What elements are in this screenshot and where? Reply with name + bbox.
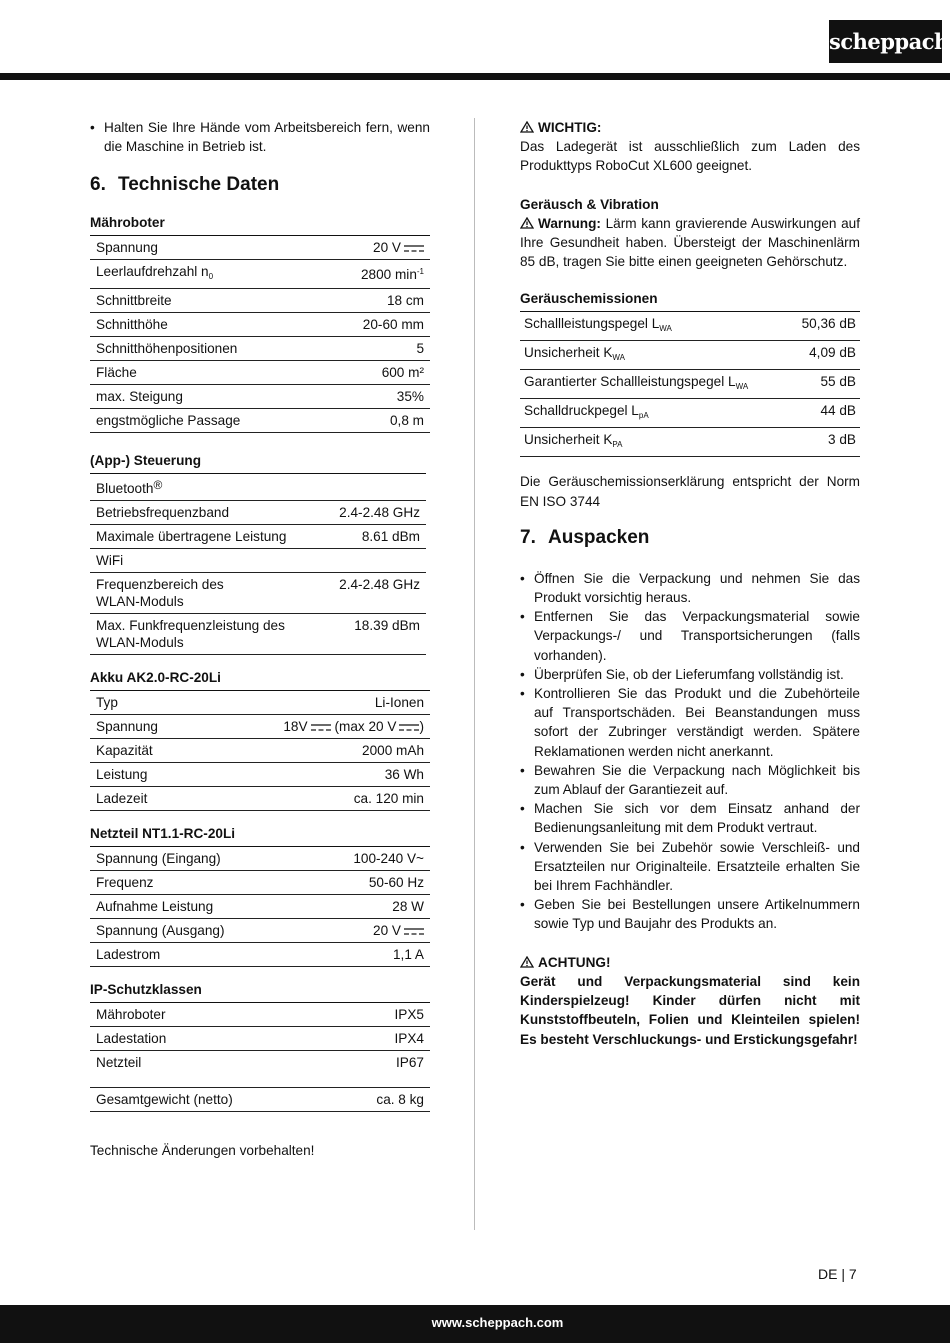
table-title: Mähroboter (90, 214, 430, 236)
table-row: Leistung 36 Wh (90, 763, 430, 787)
list-item: • Bewahren Sie die Verpackung nach Möglichkeit bis zum Ablauf der Garantiezeit auf. (520, 761, 860, 799)
table-ip-ratings (90, 981, 430, 1074)
table-row: Schallleistungspegel $L_{WA}$ 50,36 dB (520, 312, 860, 341)
table-row: Schnitthöhenpositionen 5 (90, 337, 430, 361)
table-row: Gesamtgewicht (netto) ca. 8 kg (90, 1088, 430, 1112)
table-row: Spannung 20 V (90, 236, 430, 260)
unpack-list (520, 569, 860, 934)
website-link[interactable]: www.scheppach.com (431, 1315, 564, 1330)
table-row: Aufnahme Leistung 28 W (90, 895, 430, 919)
header-rule (0, 73, 950, 80)
table-row: max. Steigung 35% (90, 385, 430, 409)
list-item: • Überprüfen Sie, ob der Lieferumfang vollständig ist. (520, 665, 860, 684)
table-row: Ladestation IPX4 (90, 1027, 430, 1051)
table-row: Spannung (Eingang) 100-240 V~ (90, 847, 430, 871)
table-row: Frequenzbereich des WLAN-Moduls 2.4-2.48 GHz (90, 573, 426, 614)
table-battery (90, 669, 430, 811)
table-weight (90, 1087, 430, 1112)
table-row: Typ Li-Ionen (90, 691, 430, 715)
intro-list (90, 118, 430, 156)
table-row: Spannung 18V (max 20 V ) (90, 715, 430, 739)
list-item: • Kontrollieren Sie das Produkt und die Zubehörteile auf Transportschäden. Bei Beanstandungen muss sofort der Zubringer verständigt werden. Spätere Reklamationen werden nicht anerkannt. (520, 684, 860, 761)
table-row: Betriebsfrequenzband 2.4-2.48 GHz (90, 501, 426, 525)
technical-changes-note: Technische Änderungen vorbehalten! (90, 1142, 315, 1158)
list-item: • Halten Sie Ihre Hände vom Arbeitsbereich fern, wenn die Maschine in Betrieb ist. (90, 118, 430, 156)
right-column (520, 118, 860, 1049)
table-row: Spannung (Ausgang) 20 V (90, 919, 430, 943)
page-number: DE | 7 (818, 1266, 857, 1282)
list-item: • Machen Sie sich vor dem Einsatz anhand der Bedienungsanleitung mit dem Produkt vertraut. (520, 799, 860, 837)
table-row: Schalldruckpegel $L_{pA}$ 44 dB (520, 399, 860, 428)
table-row: WiFi (90, 549, 426, 573)
left-column (90, 118, 430, 1160)
emission-norm-note: Die Geräuschemissionserklärung entspricht der Norm EN ISO 3744 (520, 474, 860, 509)
table-row: Maximale übertragene Leistung 8.61 dBm (90, 525, 426, 549)
brand-logo: scheppach (829, 20, 942, 63)
attention-text: Gerät und Verpackungsmaterial sind kein Kinderspielzeug! Kinder dürfen nicht mit Kunststoffbeuteln, Folien und Kleinteilen spielen! Es besteht Verschluckungs- und Erstickungsgefahr! (520, 973, 860, 1047)
table-row: Schnittbreite 18 cm (90, 289, 430, 313)
list-item: • Öffnen Sie die Verpackung und nehmen Sie das Produkt vorsichtig heraus. (520, 569, 860, 607)
dc-symbol-icon (404, 244, 424, 253)
table-title: IP-Schutzklassen (90, 981, 430, 1003)
column-divider (474, 118, 475, 1230)
footer-url-bar (0, 1305, 950, 1343)
dc-symbol-icon (311, 723, 331, 732)
table-title: (App-) Steuerung (90, 452, 426, 474)
table-row: Netzteil IP67 (96, 1055, 424, 1071)
table-row: Ladestrom 1,1 A (90, 943, 430, 967)
table-power-supply (90, 825, 430, 967)
table-row: Frequenz 50-60 Hz (90, 871, 430, 895)
dc-symbol-icon (404, 927, 424, 936)
important-title: WICHTIG: (520, 118, 860, 137)
table-title: Akku AK2.0-RC-20Li (90, 669, 430, 691)
table-row: Unsicherheit $K_{PA}$ 3 dB (520, 428, 860, 457)
table-title: Netzteil NT1.1-RC-20Li (90, 825, 430, 847)
table-row: Unsicherheit $K_{WA}$ 4,09 dB (520, 341, 860, 370)
warning-triangle-icon (520, 215, 534, 227)
dc-symbol-icon (399, 723, 419, 732)
table-row: Fläche 600 m² (90, 361, 430, 385)
table-row: Leerlaufdrehzahl $n_0$ 2800 $\min^{-1}$ (90, 260, 430, 289)
noise-warning: Warnung: Lärm kann gravierende Auswirkungen auf Ihre Gesundheit haben. Übersteigt der Maschinenlärm 85 dB, tragen Sie bitte einen geeigneten Gehörschutz. (520, 215, 860, 270)
attention-title: ACHTUNG! (520, 953, 860, 972)
table-row: Garantierter Schallleistungspegel $L_{WA}$ 55 dB (520, 370, 860, 399)
list-item: • Verwenden Sie bei Zubehör sowie Verschleiß- und Ersatzteilen nur Originalteile. Ersatzteile erhalten Sie bei Ihrem Fachhändler. (520, 838, 860, 896)
table-app-control (90, 452, 426, 655)
table-noise-emissions (520, 290, 860, 457)
table-mower (90, 214, 430, 433)
table-row: engstmögliche Passage 0,8 m (90, 409, 430, 433)
section-heading-6: 6. Technische Daten (90, 174, 280, 196)
list-item: • Entfernen Sie das Verpackungsmaterial sowie Verpackungs-/ und Transportsicherungen (falls vorhanden). (520, 607, 860, 665)
important-text: Das Ladegerät ist ausschließlich zum Laden des Produkttyps RoboCut XL600 geeignet. (520, 139, 860, 174)
section-heading-7: 7. Auspacken (520, 526, 650, 548)
table-row: Bluetooth® (90, 474, 426, 501)
table-title: Geräuschemissionen (520, 290, 860, 312)
table-row: Kapazität 2000 mAh (90, 739, 430, 763)
warning-triangle-icon (520, 954, 534, 966)
table-row: Max. Funkfrequenzleistung des WLAN-Moduls 18.39 dBm (90, 614, 426, 655)
table-row: Schnitthöhe 20-60 mm (90, 313, 430, 337)
table-row: Mähroboter IPX5 (90, 1003, 430, 1027)
list-item: • Geben Sie bei Bestellungen unsere Artikelnummern sowie Typ und Baujahr des Produkts an. (520, 895, 860, 933)
table-row: Ladezeit ca. 120 min (90, 787, 430, 811)
warning-triangle-icon (520, 119, 534, 131)
noise-title: Geräusch & Vibration (520, 196, 659, 212)
